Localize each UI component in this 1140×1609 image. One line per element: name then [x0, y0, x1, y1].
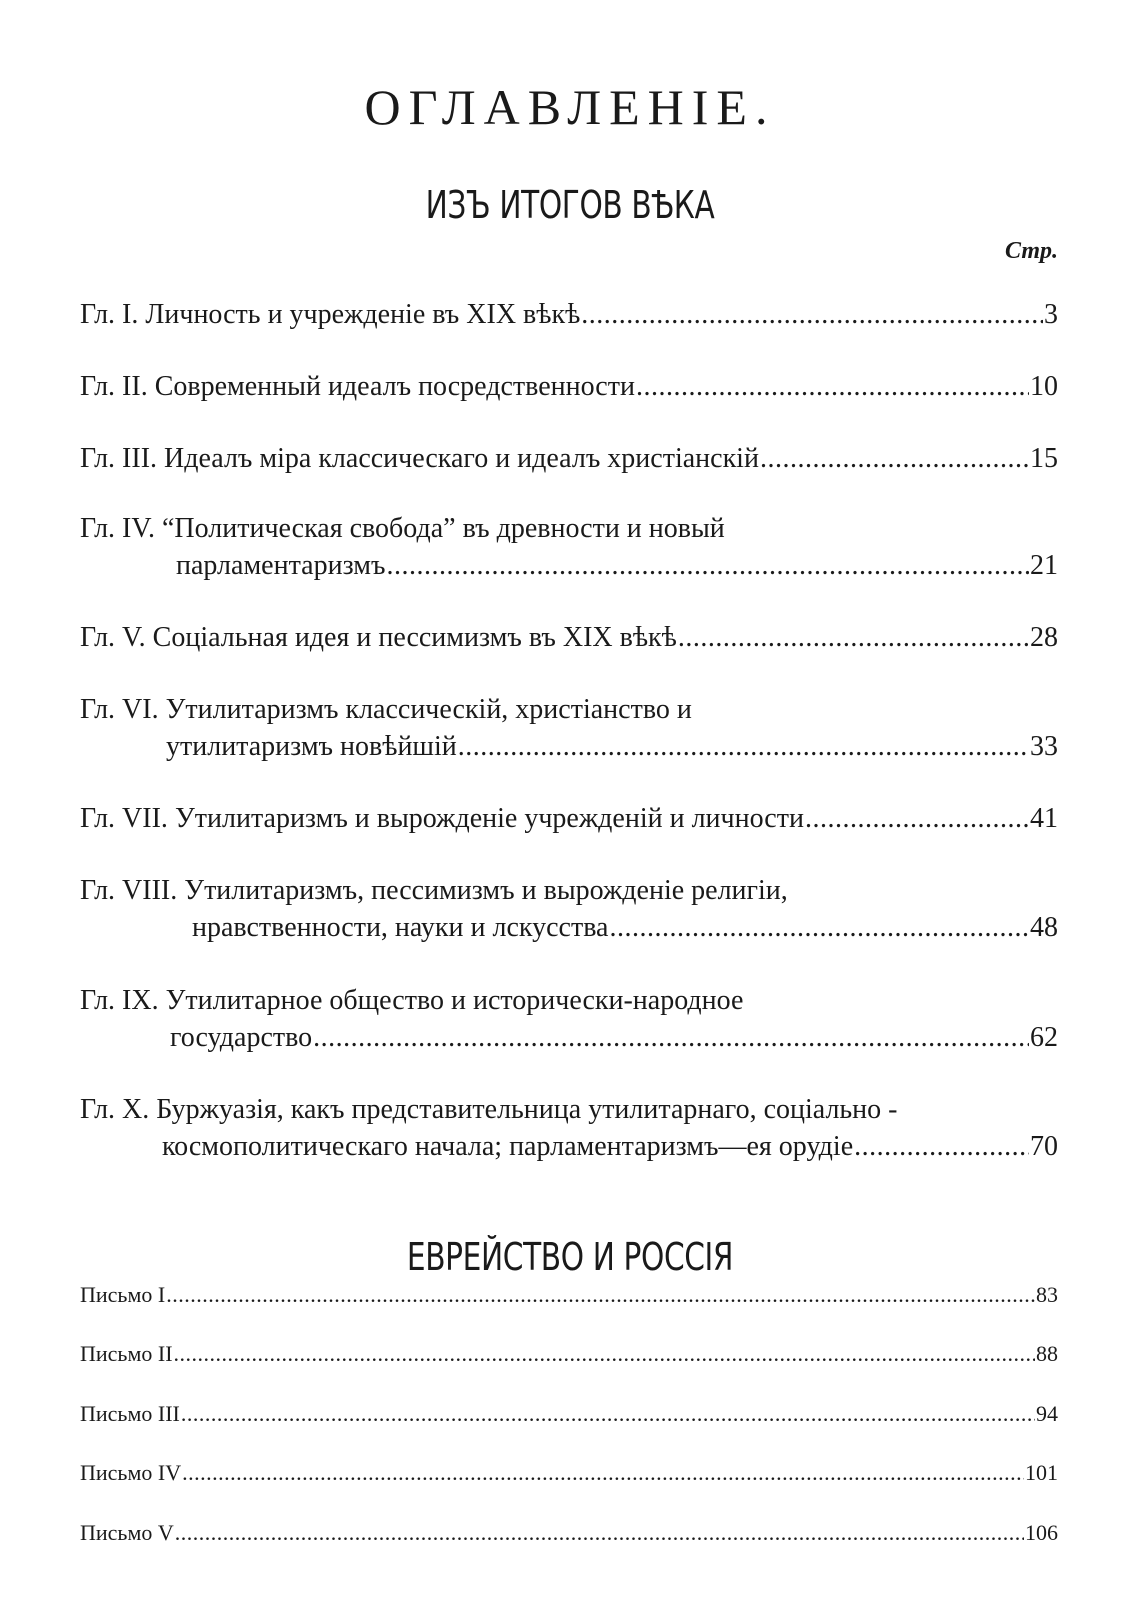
chapter-title: Личность и учрежденіе въ XIX вѣкѣ: [145, 299, 581, 330]
dot-leader: [760, 440, 1029, 477]
page-title: ОГЛАВЛЕНІЕ.: [364, 79, 776, 135]
chapter-title: Современный идеалъ посредственности: [154, 371, 635, 402]
chapter-title-continued: космополитическаго начала; парламентаризмъ—ея орудіе: [162, 1131, 854, 1162]
page-number: 15: [1030, 443, 1058, 474]
page-number: 10: [1030, 371, 1058, 402]
toc-entry[interactable]: [80, 1514, 1058, 1551]
toc-entry[interactable]: [80, 1395, 1058, 1432]
chapter-title: Утилитарное общество и исторически-народное: [165, 985, 744, 1016]
chapter-prefix: Гл. VI.: [80, 694, 159, 725]
letter-title: Письмо IV: [80, 1460, 182, 1485]
chapter-title: Соціальная идея и пессимизмъ въ XIX вѣкѣ: [152, 622, 677, 653]
toc-entry[interactable]: [80, 619, 1058, 656]
toc-entry[interactable]: [80, 1335, 1058, 1372]
chapter-title: Утилитаризмъ и вырожденіе учрежденій и личности: [174, 803, 804, 834]
toc-entry[interactable]: [80, 1091, 1058, 1165]
chapter-prefix: Гл. I.: [80, 299, 139, 330]
chapter-title-continued: нравственности, науки и лскусства: [192, 912, 609, 943]
dot-leader: [636, 368, 1029, 405]
toc-entry[interactable]: [80, 296, 1058, 333]
page-number: 48: [1030, 912, 1058, 943]
chapter-title: Буржуазія, какъ представительница утилитарнаго, соціально -: [156, 1094, 898, 1125]
letter-title: Письмо I: [80, 1282, 166, 1307]
letter-title: Письмо III: [80, 1401, 180, 1426]
page-number: 41: [1030, 803, 1058, 834]
dot-leader: [174, 1335, 1035, 1372]
toc-entry[interactable]: [80, 368, 1058, 405]
chapter-title: Утилитаризмъ классическій, христіанство и: [165, 694, 692, 725]
page-number: 101: [1025, 1460, 1058, 1485]
dot-leader: [678, 619, 1029, 656]
chapter-prefix: Гл. IV.: [80, 513, 155, 544]
toc-entry[interactable]: [80, 440, 1058, 477]
chapter-prefix: Гл. III.: [80, 443, 158, 474]
dot-leader: [182, 1454, 1024, 1491]
toc-entry[interactable]: [80, 982, 1058, 1056]
chapter-prefix: Гл. IX.: [80, 985, 159, 1016]
toc-entry[interactable]: [80, 1454, 1058, 1491]
dot-leader: [166, 1276, 1035, 1313]
page-number: 3: [1044, 299, 1058, 330]
toc-entry[interactable]: [80, 1276, 1058, 1313]
letter-title: Письмо V: [80, 1520, 174, 1545]
chapter-prefix: Гл. II.: [80, 371, 148, 402]
dot-leader: [609, 909, 1029, 946]
chapter-title: Идеалъ міра классическаго и идеалъ христіанскій: [164, 443, 759, 474]
page-number: 94: [1036, 1401, 1058, 1426]
toc-entry[interactable]: [80, 872, 1058, 946]
dot-leader: [386, 547, 1029, 584]
page-number: 28: [1030, 622, 1058, 653]
dot-leader: [458, 728, 1029, 765]
toc-entry[interactable]: [80, 510, 1058, 584]
chapter-title: Утилитаризмъ, пессимизмъ и вырожденіе религіи,: [184, 875, 788, 906]
page-number: 70: [1030, 1131, 1058, 1162]
chapter-prefix: Гл. X.: [80, 1094, 150, 1125]
toc-entry[interactable]: [80, 800, 1058, 837]
page-number: 62: [1030, 1022, 1058, 1053]
toc-entry[interactable]: [80, 691, 1058, 765]
dot-leader: [581, 296, 1043, 333]
page-number: 83: [1036, 1282, 1058, 1307]
dot-leader: [854, 1128, 1029, 1165]
page-column-label: Стр.: [1004, 238, 1058, 264]
dot-leader: [175, 1514, 1024, 1551]
page-number: 33: [1030, 731, 1058, 762]
section-title-itogi: ИЗЪ ИТОГОВ ВѢКА: [425, 183, 715, 227]
chapter-prefix: Гл. V.: [80, 622, 146, 653]
chapter-title: “Политическая свобода” въ древности и новый: [162, 513, 725, 544]
dot-leader: [181, 1395, 1035, 1432]
dot-leader: [313, 1019, 1029, 1056]
chapter-prefix: Гл. VIII.: [80, 875, 178, 906]
page-number: 21: [1030, 550, 1058, 581]
dot-leader: [805, 800, 1029, 837]
chapter-prefix: Гл. VII.: [80, 803, 168, 834]
section-title-evreistvo: ЕВРЕЙСТВО И РОССІЯ: [406, 1235, 734, 1279]
page-number: 106: [1025, 1520, 1058, 1545]
page-number: 88: [1036, 1341, 1058, 1366]
chapter-title-continued: государство: [170, 1022, 313, 1053]
chapter-title-continued: утилитаризмъ новѣйшій: [166, 731, 457, 762]
chapter-title-continued: парламентаризмъ: [176, 550, 386, 581]
letter-title: Письмо II: [80, 1341, 173, 1366]
